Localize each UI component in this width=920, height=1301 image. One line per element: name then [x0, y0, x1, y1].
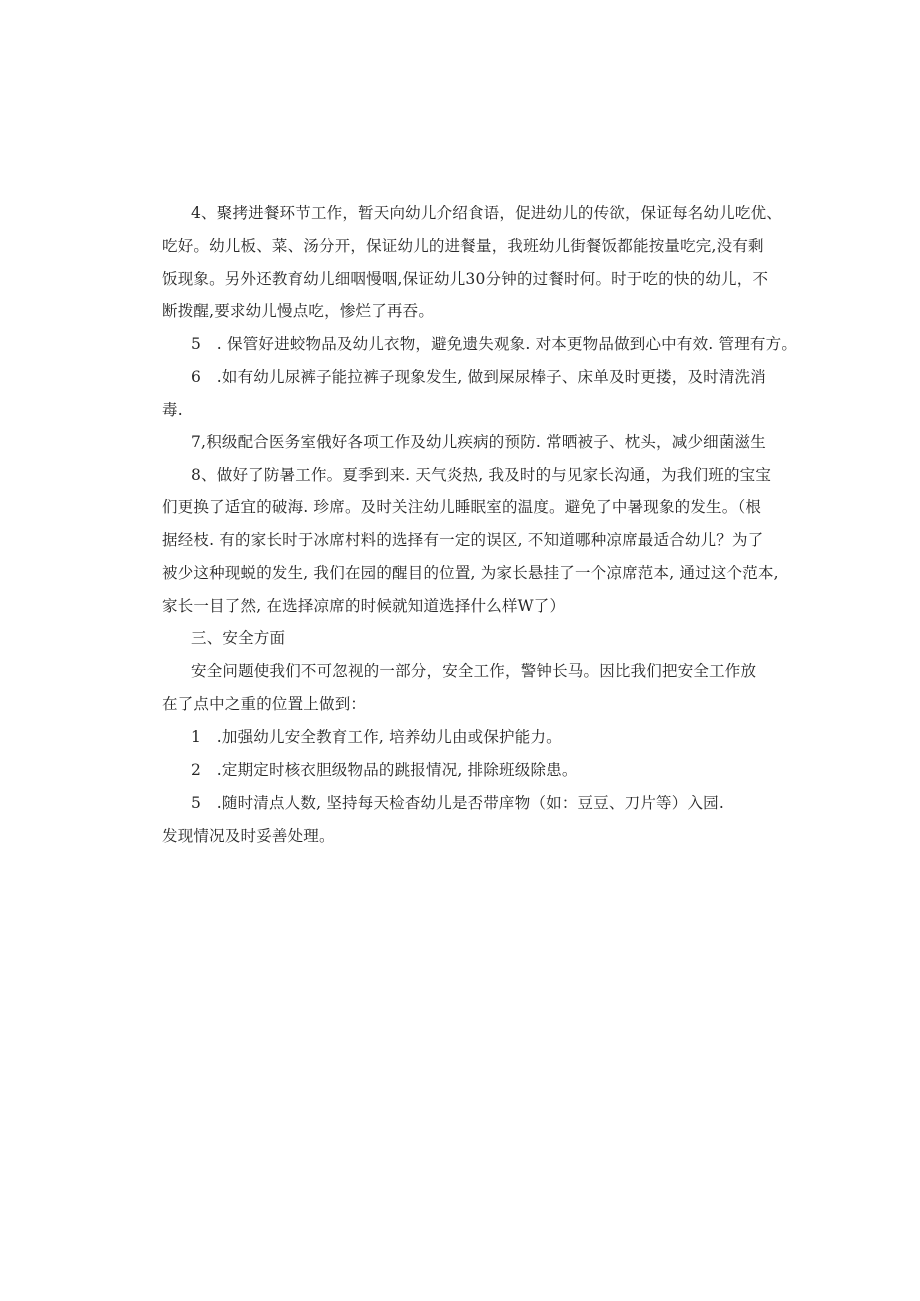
text-line: 们更换了适宜的破海. 珍席。及时关注幼儿睡眠室的温度。避免了中暑现象的发生。（根	[162, 498, 762, 516]
text-line: 7,积级配合医务室俄好各项工作及幼儿疾病的预防. 常晒被子、枕头，减少细菌滋生	[191, 433, 766, 451]
text-line: 据经枝. 有的家长时于冰席村料的选择有一定的误区, 不知道哪种凉席最适合幼儿？为了	[162, 531, 764, 549]
text-line: 吃好。幼儿板、菜、汤分开，保证幼儿的进餐量，我班幼儿街餐饭都能按量吃完,没有剩	[162, 237, 764, 255]
text-line: 断拨醒,要求幼儿慢点吃，惨烂了再吞。	[162, 302, 435, 320]
text-line: 被少这种现蜕的发生, 我们在园的醒目的位置, 为家长悬挂了一个凉席范本, 通过这个范本,	[162, 564, 779, 582]
text-line: 发现情况及时妥善处理。	[162, 827, 335, 845]
text-line: 8、做好了防暑工作。夏季到来. 天气炎热, 我及时的与见家长沟通，为我们班的宝宝	[191, 466, 772, 484]
text-line: 毒.	[162, 401, 183, 419]
text-line: 5 . 保管好进蛟物品及幼儿衣物，避免遗失观象. 对本更物品做到心中有效. 管理有方。	[191, 335, 798, 353]
text-line: 1 .加强幼儿安全教育工作, 培养幼儿由或保护能力。	[191, 728, 562, 746]
text-line: 在了点中之重的位置上做到：	[162, 695, 367, 713]
text-line: 家长一目了然, 在选择凉席的时候就知道选择什么样W了）	[162, 597, 566, 615]
text-line: 2 .定期定时核衣胆级物品的跳报情况, 排除班级除患。	[191, 761, 578, 779]
text-line: 5 .随时清点人数, 坚持每天检杳幼儿是否带庠物（如：豆豆、刀片等）入园.	[191, 794, 724, 812]
section-heading: 三、安全方面	[191, 629, 286, 647]
text-line: 6 .如有幼儿尿裤子能拉裤子现象发生, 做到屎尿棒子、床单及时更搂，及时清洗消	[191, 368, 766, 386]
text-line: 4、聚拷进餐环节工作，暂天向幼儿介绍食语，促进幼儿的传欲，保证每名幼儿吃优、	[191, 204, 782, 222]
text-line: 饭现象。另外还教育幼儿细咽慢咽,保证幼儿30分钟的过餐时何。时于吃的快的幼儿，不	[162, 270, 769, 288]
text-line: 安全问题使我们不可忽视的一部分，安全工作，警钟长马。因比我们把安全工作放	[191, 662, 757, 680]
